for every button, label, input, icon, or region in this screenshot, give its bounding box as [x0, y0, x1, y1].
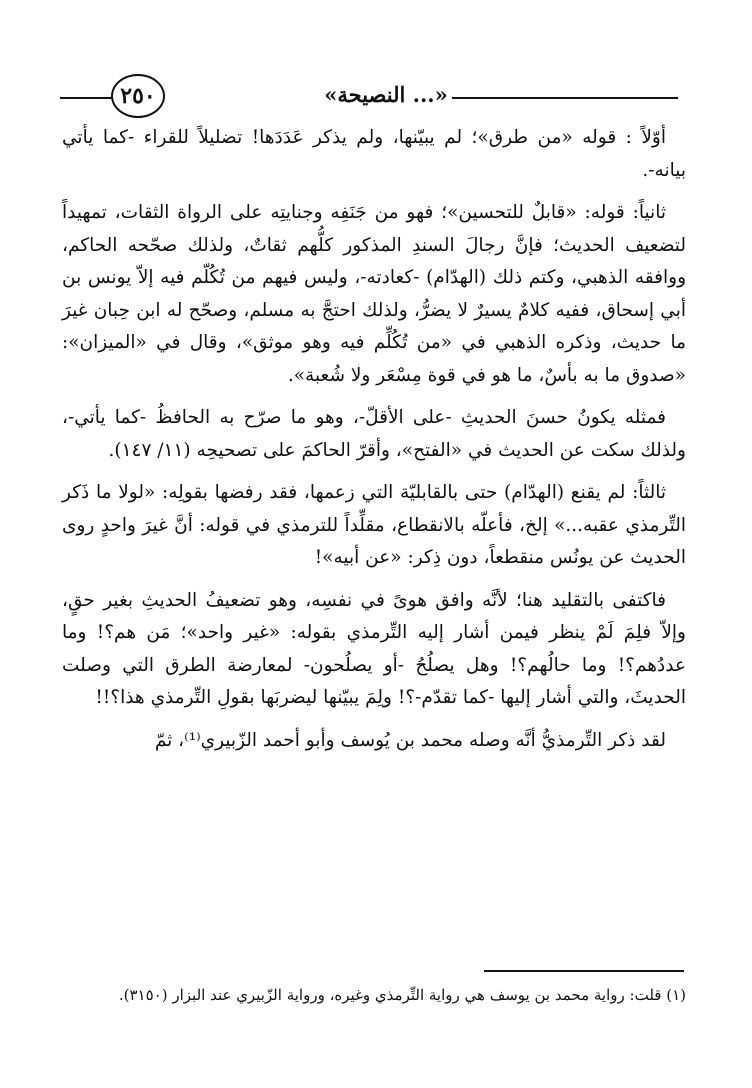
paragraph: فاكتفى بالتقليد هنا؛ لأنَّه وافق هوىً في نفسِه، وهو تضعيفُ الحديثِ بغير حقٍ، وإلاّ فلِمَ لَمْ ينظر فيمن أشار إليه التِّرمذي بقوله: «غير واحد»؛ مَن هم؟! وما عددُهم؟! وما حالُهم؟! وهل يصلُحُ -أو يصلُحون- لمعارضة الطرق التي وصلت الحديثَ، والتي أشار إليها -كما تقدّم-؟! ولِمَ يبيّنها ليضربَها بقولِ التِّرمذي هذا؟!!: [62, 589, 686, 708]
paragraph: ثالثاً: لم يقنع (الهدّام) حتى بالقابليّة التي زعمها، فقد رفضها بقولِه: «لولا ما ذَكر التِّرمذي عقبه...» إلخ، فأعلّه بالانقطاع، مقلِّداً للترمذي في قوله: أنَّ غيرَ واحدٍ روى الحديث عن يونُس منقطعاً، دون ذِكر: «عن أبيه»!: [62, 482, 686, 568]
main-text: [62, 122, 686, 767]
page-number: ٢٥٠: [111, 74, 165, 118]
paragraph: أوّلاً : قوله «من طرق»؛ لم يبيّنها، ولم يذكر عَدَدَها! تضليلاً للقراء -كما يأتي بيانه-.: [62, 127, 686, 181]
header-rule-left: [60, 97, 112, 99]
paragraph: فمثله يكونُ حسنَ الحديثِ -على الأقلّ-، وهو ما صرّح به الحافظُ -كما يأتي-، ولذلك سكت عن الحديث في «الفتح»، وأقرّ الحاكمَ على تصحيحِه (١١/ ١٤٧).: [62, 407, 686, 461]
footnote: (١) قلت: رواية محمد بن يوسف هي رواية التِّرمذي وغيره، ورواية الزّبيري عند البزار (٣١٥٠).: [118, 986, 686, 1004]
footnote-separator: [484, 970, 684, 972]
paragraph: ثانياً: قوله: «قابلٌ للتحسين»؛ فهو من جَنَفِه وجنايتِه على الرواة الثقات، تمهيداً لتضعيف الحديث؛ فإنَّ رجالَ السندِ المذكور كلُّهم ثقاتٌ، ولذلك صحّحه الحاكم، ووافقه الذهبي، وكتم ذلك (الهدّام) -كعادته-، وليس فيهم من تُكُلّم فيه إلاّ يونس بن أبي إسحاق، ففيه كلامٌ يسيرٌ لا يضرُّ، ولذلك احتجَّ به مسلم، وصحّح له ابن حِبان غيرَ ما حديث، وذكره الذهبي في «من تُكُلِّم فيه وهو موثق»، وقال في «الميزان»: «صدوق ما به بأسٌ، ما هو في قوة مِسْعَر ولا شُعبة».: [62, 202, 686, 386]
running-title: «النصيحة ...»: [324, 82, 448, 107]
page-header: [0, 62, 752, 122]
paragraph: لقد ذكر التِّرمذيُّ أنَّه وصله محمد بن يُوسف وأبو أحمد الزّبيري⁽¹⁾، ثمّ: [154, 729, 666, 751]
header-rule-right: [452, 97, 678, 99]
